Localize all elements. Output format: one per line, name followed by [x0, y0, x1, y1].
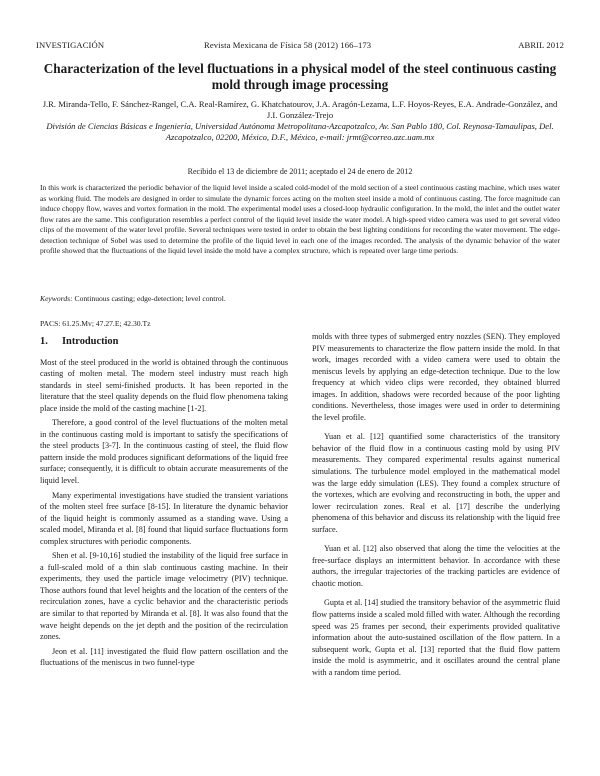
received-dates: Recibido el 13 de diciembre de 2011; aceptado el 24 de enero de 2012 — [187, 167, 413, 176]
running-header — [36, 40, 564, 52]
section-number: 1. — [40, 336, 48, 347]
section-heading — [40, 336, 288, 348]
paragraph: Yuan et al. [12] also observed that along the time the velocities at the free-surface displays an intermittent behavior. In accordance with these authors, the irregular trajectories of the tracking particles are evidence of chaotic motion. — [312, 544, 560, 588]
right-column — [312, 331, 560, 681]
abstract: In this work is characterized the periodic behavior of the liquid level inside a scaled cold-model of the mold section of a steel continuous casting machine, which uses water as working fluid. The models are designed in order to simulate the dynamic forces acting on the molten steel inside a mold of continuous casting. The force magnitude can induce choppy flow, waves and vortex formation in the mold. The experimental model uses a closed-loop hydraulic configuration. In the mold, the inlet and the outlet water flow rates are the same. This configuration resembles a perfect control of the liquid level inside the water model. A high-speed video camera was used to get several video clips of the movement of the water level profile. Several techniques were tested in order to obtain the best lighting conditions for recording the water movement. The edge-detection technique of Sobel was used to determine the profile of the liquid level in each one of the images recorded. The analysis of the dynamic behavior of the water profile showed that the fluctuations of the liquid level inside the mold have a complex structure, which is repeated over large time periods. — [40, 183, 560, 256]
paragraph: molds with three types of submerged entry nozzles (SEN). They employed PIV measurements to characterize the flow pattern inside the mold. In that work, images recorded with a video camera were used to obtain the meniscus levels by applying an edge-detection technique. Due to the low frequency at which video clips were recorded, they obtained blurred images. In addition, shadows were recorded because of the poor lighting conditions. Nevertheless, those images were used in order to determining the level profile. — [312, 332, 560, 422]
paragraph: Many experimental investigations have studied the transient variations of the molten steel free surface [8-15]. In literature the dynamic behavior of the liquid height is commonly assumed as a standing wave. Using a scaled model, Miranda et al. [8] found that liquid surface fluctuations form complex structures with periodic components. — [40, 490, 288, 546]
affiliation: División de Ciencias Básicas e Ingeniería, Universidad Autónoma Metropolitana-Azcapotzalco, Av. San Pablo 180, Col. Reynosa-Tamaulipas, Del. Azcapotzalco, 02200, México, D.F., México, e-mail: jrmt@correo.azc.uam.mx — [46, 121, 554, 143]
author-list: J.R. Miranda-Tello, F. Sánchez-Rangel, C.A. Real-Ramírez, G. Khatchatourov, J.A. Aragón-Lezama, L.F. Hoyos-Reyes, E.A. Andrade-González, and J.I. González-Trejo — [42, 99, 558, 121]
header-journal: Revista Mexicana de Física 58 (2012) 166–173 — [204, 40, 372, 50]
header-date: ABRIL 2012 — [518, 40, 564, 50]
paragraph: Jeon et al. [11] investigated the fluid flow pattern oscillation and the fluctuations of the meniscus in two funnel-type — [40, 646, 288, 668]
paragraph: Shen et al. [9-10,16] studied the instability of the liquid free surface in a full-scaled mold of a thin slab continuous casting machine. In their experiments, they used the particle image velocimetry (PIV) technique. Those authors found that level heights and the location of the centers of the recirculation zones, have a cyclic behavior and the characteristic periods are similar to that reported by Miranda et al. [8]. It was also found that the wave height depends on the jet depth and the position of the recirculation zones. — [40, 551, 288, 642]
keywords-label: Keywords: — [40, 294, 73, 303]
pacs-codes: PACS: 61.25.Mv; 47.27.E; 42.30.Tz — [40, 319, 151, 328]
paragraph: Most of the steel produced in the world is obtained through the continuous casting of molten metal. The modern steel industry must reach high standards in steel semi-finished products. It has been reported in the literature that the steel quality depends on the fluid flow phenomena taking place inside the mold of the casting machine [1-2]. — [40, 357, 288, 413]
paragraph: Gupta et al. [14] studied the transitory behavior of the asymmetric fluid flow patterns inside a scaled mold filled with water. Although the recording speed was 25 frames per second, their experiments provided qualitative information about the auto-sustained oscillation of the flow pattern. In a subsequent work, Gupta et al. [13] reported that the fluid flow pattern inside the mold is asymmetric, and it oscillates around the central plane with a random time period. — [312, 598, 560, 677]
paper-title: Characterization of the level fluctuations in a physical model of the steel continuous casting mold through image processing — [43, 61, 557, 92]
paragraph: Yuan et al. [12] quantified some characteristics of the transitory behavior of the fluid flow in a continuous casting mold by using PIV measurements. They compared experimental results against numerical simulations. The turbulence model employed in the mathematical model was the large eddy simulation (LES). They found a complex structure of the vortexes, which are evolving and reconstructing in both, the upper and lower recirculation zones. Real et al. [17] describe the underlying phenomena of this behavior and discuss its relationship with the liquid free surface. — [312, 432, 560, 534]
keywords-value: Continuous casting; edge-detection; level control. — [72, 294, 226, 303]
header-category: INVESTIGACIÓN — [36, 40, 105, 50]
paragraph: Therefore, a good control of the level fluctuations of the molten metal in the continuous casting mold is important to satisfy the specifications of the steel products [3-7]. In the continuous casting of steel, the fluid flow pattern inside the mold produces significant deformations of the liquid free surface; consequently, it is difficult to obtain accurate measurements of the liquid level. — [40, 418, 288, 486]
left-column — [40, 336, 288, 672]
keywords — [40, 294, 560, 303]
section-title: Introduction — [62, 336, 119, 347]
